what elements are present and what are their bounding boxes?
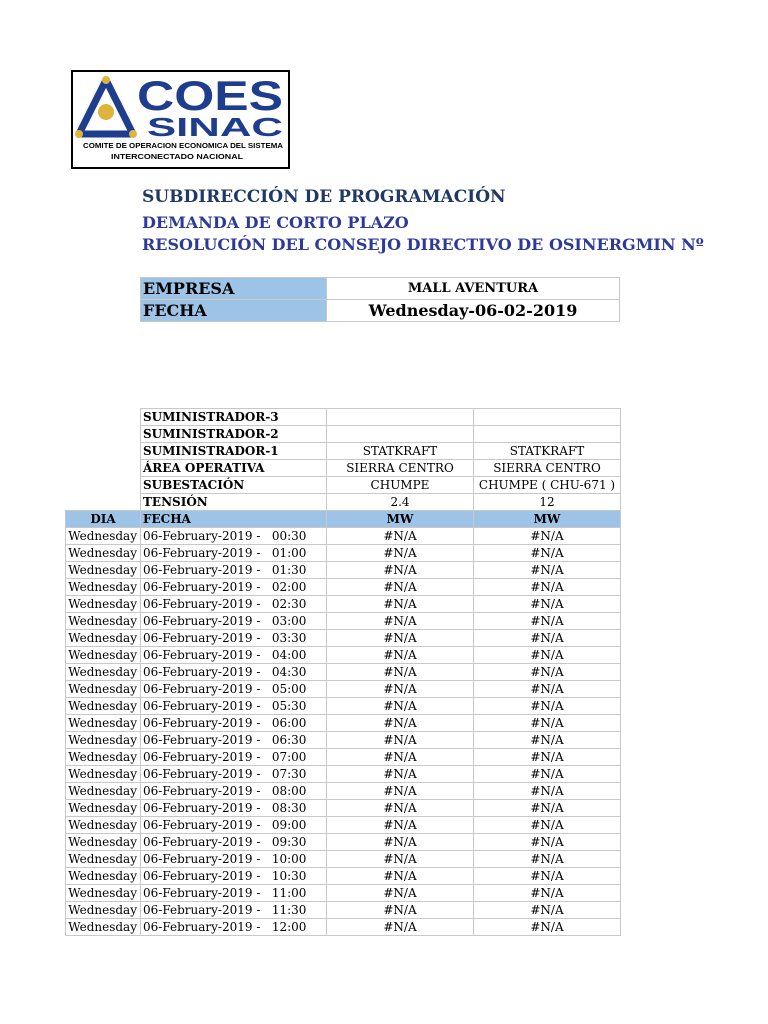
logo-coes-text: COES <box>137 72 283 119</box>
supplier-info-row <box>66 443 621 460</box>
supplier-row-label: ÁREA OPERATIVA <box>141 460 327 477</box>
row-fecha: 06-February-2019 - 06:30 <box>141 732 327 749</box>
fecha-label: FECHA <box>141 300 327 322</box>
row-mw-1: #N/A <box>327 715 474 732</box>
row-mw-2: #N/A <box>474 596 621 613</box>
supplier-row-value-2: CHUMPE ( CHU-671 ) <box>474 477 621 494</box>
row-dia: Wednesday <box>66 885 141 902</box>
row-mw-1: #N/A <box>327 647 474 664</box>
row-mw-1: #N/A <box>327 817 474 834</box>
title-subdireccion: SUBDIRECCIÓN DE PROGRAMACIÓN <box>142 187 506 207</box>
supplier-row-value-2: SIERRA CENTRO <box>474 460 621 477</box>
blank-cell <box>66 426 141 443</box>
row-dia: Wednesday <box>66 681 141 698</box>
row-dia: Wednesday <box>66 834 141 851</box>
row-mw-1: #N/A <box>327 766 474 783</box>
table-row <box>66 919 621 936</box>
row-mw-2: #N/A <box>474 528 621 545</box>
supplier-row-value-1: 2.4 <box>327 494 474 511</box>
row-mw-2: #N/A <box>474 868 621 885</box>
table-row <box>66 834 621 851</box>
row-fecha: 06-February-2019 - 05:30 <box>141 698 327 715</box>
logo-subtitle-line2: INTERCONECTADO NACIONAL <box>111 152 244 161</box>
table-row <box>66 545 621 562</box>
row-dia: Wednesday <box>66 715 141 732</box>
blank-cell <box>66 443 141 460</box>
row-dia: Wednesday <box>66 902 141 919</box>
table-row <box>66 766 621 783</box>
row-dia: Wednesday <box>66 613 141 630</box>
row-mw-2: #N/A <box>474 579 621 596</box>
row-fecha: 06-February-2019 - 09:00 <box>141 817 327 834</box>
row-fecha: 06-February-2019 - 07:30 <box>141 766 327 783</box>
row-mw-1: #N/A <box>327 613 474 630</box>
table-row <box>66 868 621 885</box>
supplier-info-row <box>66 409 621 426</box>
column-header-row <box>66 511 621 528</box>
row-mw-1: #N/A <box>327 664 474 681</box>
row-mw-2: #N/A <box>474 817 621 834</box>
row-dia: Wednesday <box>66 868 141 885</box>
row-mw-2: #N/A <box>474 545 621 562</box>
row-fecha: 06-February-2019 - 01:00 <box>141 545 327 562</box>
table-row <box>66 528 621 545</box>
fecha-value: Wednesday-06-02-2019 <box>327 300 620 322</box>
row-fecha: 06-February-2019 - 00:30 <box>141 528 327 545</box>
row-mw-2: #N/A <box>474 766 621 783</box>
table-row <box>66 851 621 868</box>
row-mw-2: #N/A <box>474 800 621 817</box>
supplier-row-value-2 <box>474 426 621 443</box>
supplier-row-label: TENSIÓN <box>141 494 327 511</box>
row-dia: Wednesday <box>66 919 141 936</box>
row-mw-1: #N/A <box>327 630 474 647</box>
row-fecha: 06-February-2019 - 06:00 <box>141 715 327 732</box>
row-mw-2: #N/A <box>474 902 621 919</box>
coes-sinac-logo <box>71 70 290 169</box>
supplier-row-value-2: 12 <box>474 494 621 511</box>
empresa-label: EMPRESA <box>141 278 327 300</box>
logo-sinac-text: SINAC <box>147 112 284 142</box>
blank-cell <box>66 409 141 426</box>
supplier-row-value-1 <box>327 426 474 443</box>
row-mw-1: #N/A <box>327 783 474 800</box>
row-fecha: 06-February-2019 - 01:30 <box>141 562 327 579</box>
row-dia: Wednesday <box>66 647 141 664</box>
row-mw-2: #N/A <box>474 562 621 579</box>
empresa-value: MALL AVENTURA <box>327 278 620 300</box>
row-dia: Wednesday <box>66 528 141 545</box>
row-mw-1: #N/A <box>327 698 474 715</box>
row-mw-2: #N/A <box>474 834 621 851</box>
row-dia: Wednesday <box>66 579 141 596</box>
supplier-row-label: SUMINISTRADOR-1 <box>141 443 327 460</box>
row-mw-2: #N/A <box>474 698 621 715</box>
table-row <box>66 681 621 698</box>
row-fecha: 06-February-2019 - 07:00 <box>141 749 327 766</box>
blank-cell <box>66 460 141 477</box>
supplier-info-row <box>66 477 621 494</box>
row-mw-2: #N/A <box>474 783 621 800</box>
empresa-row <box>141 278 620 300</box>
row-fecha: 06-February-2019 - 09:30 <box>141 834 327 851</box>
table-row <box>66 715 621 732</box>
row-fecha: 06-February-2019 - 11:30 <box>141 902 327 919</box>
row-fecha: 06-February-2019 - 05:00 <box>141 681 327 698</box>
row-dia: Wednesday <box>66 545 141 562</box>
row-dia: Wednesday <box>66 800 141 817</box>
supplier-row-value-1: STATKRAFT <box>327 443 474 460</box>
row-mw-2: #N/A <box>474 851 621 868</box>
row-mw-2: #N/A <box>474 919 621 936</box>
table-row <box>66 749 621 766</box>
supplier-row-value-1: CHUMPE <box>327 477 474 494</box>
row-dia: Wednesday <box>66 698 141 715</box>
row-fecha: 06-February-2019 - 03:30 <box>141 630 327 647</box>
table-row <box>66 783 621 800</box>
column-header-dia: DIA <box>66 511 141 528</box>
row-dia: Wednesday <box>66 783 141 800</box>
supplier-info-row <box>66 426 621 443</box>
supplier-row-value-1 <box>327 409 474 426</box>
row-fecha: 06-February-2019 - 04:30 <box>141 664 327 681</box>
row-mw-2: #N/A <box>474 681 621 698</box>
table-row <box>66 732 621 749</box>
fecha-row <box>141 300 620 322</box>
supplier-row-value-2 <box>474 409 621 426</box>
row-mw-1: #N/A <box>327 902 474 919</box>
row-dia: Wednesday <box>66 766 141 783</box>
row-fecha: 06-February-2019 - 08:30 <box>141 800 327 817</box>
row-mw-1: #N/A <box>327 851 474 868</box>
row-mw-1: #N/A <box>327 749 474 766</box>
table-row <box>66 630 621 647</box>
table-row <box>66 664 621 681</box>
row-fecha: 06-February-2019 - 10:30 <box>141 868 327 885</box>
table-row <box>66 613 621 630</box>
row-fecha: 06-February-2019 - 03:00 <box>141 613 327 630</box>
supplier-row-label: SUMINISTRADOR-2 <box>141 426 327 443</box>
row-mw-2: #N/A <box>474 664 621 681</box>
row-mw-1: #N/A <box>327 579 474 596</box>
row-mw-2: #N/A <box>474 630 621 647</box>
row-mw-2: #N/A <box>474 732 621 749</box>
row-dia: Wednesday <box>66 596 141 613</box>
supplier-row-value-2: STATKRAFT <box>474 443 621 460</box>
row-mw-1: #N/A <box>327 732 474 749</box>
row-mw-1: #N/A <box>327 919 474 936</box>
row-mw-1: #N/A <box>327 596 474 613</box>
table-row <box>66 647 621 664</box>
table-row <box>66 817 621 834</box>
row-fecha: 06-February-2019 - 02:00 <box>141 579 327 596</box>
title-demanda: DEMANDA DE CORTO PLAZO <box>142 213 409 232</box>
row-dia: Wednesday <box>66 851 141 868</box>
table-row <box>66 579 621 596</box>
row-mw-1: #N/A <box>327 528 474 545</box>
row-dia: Wednesday <box>66 749 141 766</box>
table-row <box>66 885 621 902</box>
row-dia: Wednesday <box>66 630 141 647</box>
row-fecha: 06-February-2019 - 08:00 <box>141 783 327 800</box>
row-fecha: 06-February-2019 - 11:00 <box>141 885 327 902</box>
row-dia: Wednesday <box>66 664 141 681</box>
row-mw-2: #N/A <box>474 749 621 766</box>
row-mw-2: #N/A <box>474 613 621 630</box>
row-fecha: 06-February-2019 - 10:00 <box>141 851 327 868</box>
row-mw-2: #N/A <box>474 647 621 664</box>
demand-table <box>65 408 621 936</box>
row-mw-1: #N/A <box>327 885 474 902</box>
supplier-row-label: SUBESTACIÓN <box>141 477 327 494</box>
row-mw-2: #N/A <box>474 885 621 902</box>
row-mw-1: #N/A <box>327 868 474 885</box>
blank-cell <box>66 494 141 511</box>
row-mw-1: #N/A <box>327 545 474 562</box>
row-mw-1: #N/A <box>327 834 474 851</box>
title-resolucion: RESOLUCIÓN DEL CONSEJO DIRECTIVO DE OSINERGMIN Nº <box>142 235 704 254</box>
row-mw-1: #N/A <box>327 800 474 817</box>
column-header-mw-2: MW <box>474 511 621 528</box>
row-fecha: 06-February-2019 - 02:30 <box>141 596 327 613</box>
supplier-info-row <box>66 494 621 511</box>
table-row <box>66 562 621 579</box>
table-row <box>66 800 621 817</box>
row-mw-1: #N/A <box>327 562 474 579</box>
table-row <box>66 596 621 613</box>
supplier-row-label: SUMINISTRADOR-3 <box>141 409 327 426</box>
table-row <box>66 902 621 919</box>
row-fecha: 06-February-2019 - 04:00 <box>141 647 327 664</box>
blank-cell <box>66 477 141 494</box>
row-dia: Wednesday <box>66 817 141 834</box>
company-info-table <box>140 277 620 322</box>
row-fecha: 06-February-2019 - 12:00 <box>141 919 327 936</box>
row-mw-1: #N/A <box>327 681 474 698</box>
supplier-row-value-1: SIERRA CENTRO <box>327 460 474 477</box>
supplier-info-row <box>66 460 621 477</box>
column-header-mw-1: MW <box>327 511 474 528</box>
table-row <box>66 698 621 715</box>
logo-subtitle-line1: COMITE DE OPERACION ECONOMICA DEL SISTEMA <box>83 141 284 150</box>
row-mw-2: #N/A <box>474 715 621 732</box>
row-dia: Wednesday <box>66 562 141 579</box>
column-header-fecha: FECHA <box>141 511 327 528</box>
row-dia: Wednesday <box>66 732 141 749</box>
